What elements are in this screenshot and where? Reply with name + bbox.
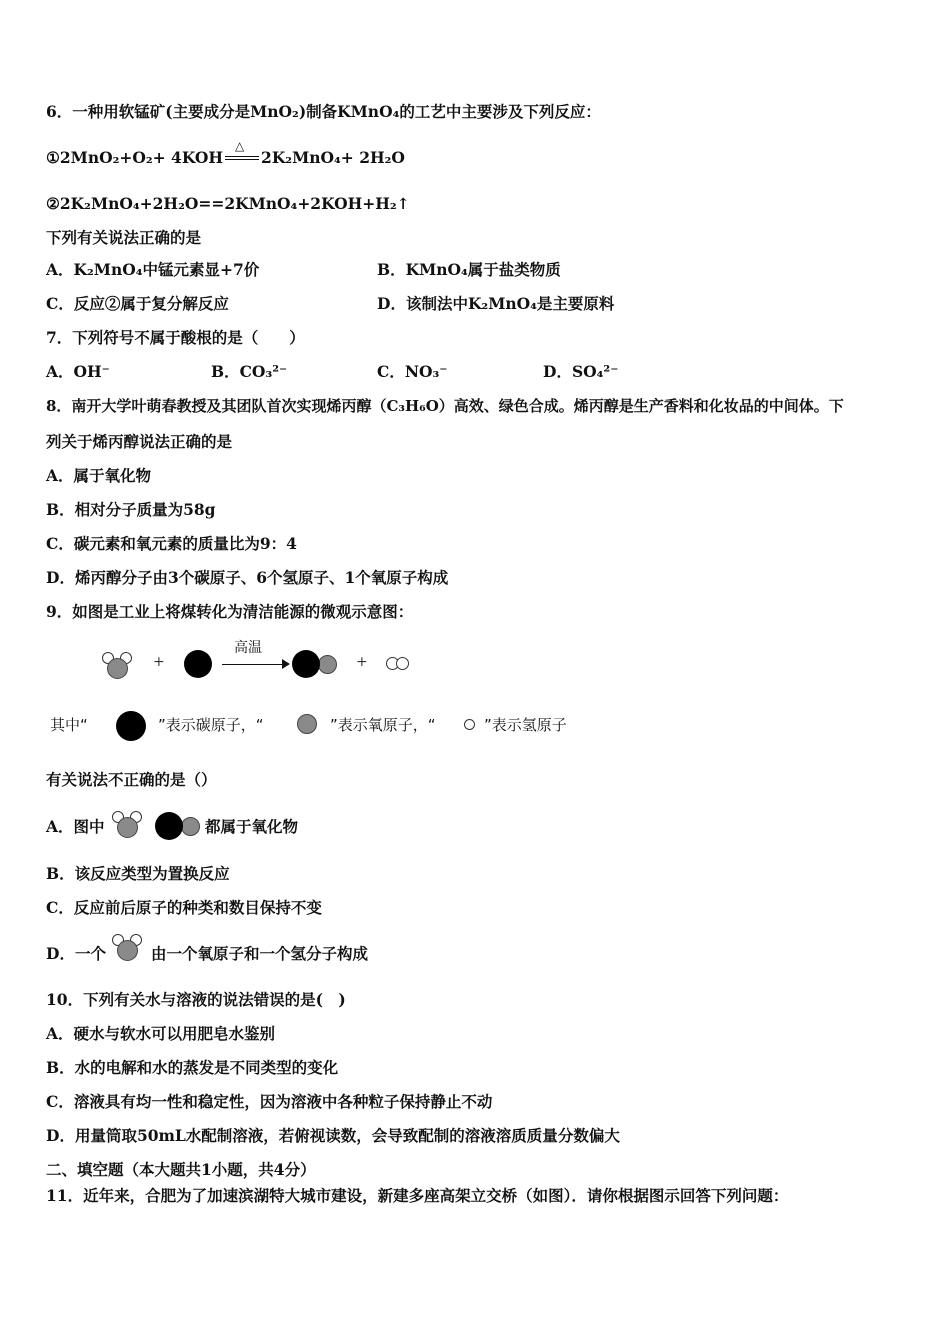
carbon-atom-icon <box>155 812 183 840</box>
carbon-atom-icon <box>184 650 212 678</box>
water-molecule-icon <box>100 651 134 681</box>
hydrogen-atom-icon <box>396 657 409 670</box>
q11-stem: 11．近年来，合肥为了加速滨湖特大城市建设，新建多座高架立交桥（如图）．请你根据图示回答下列问题： <box>46 1186 789 1205</box>
q8-option-d[interactable]: D．烯丙醇分子由3个碳原子、6个氢原子、1个氧原子构成 <box>46 568 449 587</box>
carbon-atom-icon <box>292 650 320 678</box>
q7-option-c[interactable]: C．NO₃⁻ <box>377 362 448 381</box>
carbon-monoxide-molecule-icon <box>155 812 205 840</box>
reaction-arrow-icon <box>222 664 284 665</box>
q6-prompt: 下列有关说法正确的是 <box>46 228 202 247</box>
q9-prompt: 有关说法不正确的是（） <box>46 770 217 789</box>
arrow-head-icon <box>282 659 290 669</box>
q10-stem: 10．下列有关水与溶液的说法错误的是( ) <box>46 990 346 1009</box>
double-line-icon <box>225 156 259 160</box>
q10-option-b[interactable]: B．水的电解和水的蒸发是不同类型的变化 <box>46 1058 339 1077</box>
q7-option-a[interactable]: A．OH⁻ <box>46 362 110 381</box>
q6-option-b[interactable]: B．KMnO₄属于盐类物质 <box>377 260 561 279</box>
water-molecule-icon <box>110 810 144 840</box>
q8-stem-line2: 列关于烯丙醇说法正确的是 <box>46 432 233 451</box>
carbon-monoxide-molecule-icon <box>292 650 342 678</box>
legend-oxygen: ”表示氧原子，“ <box>330 716 436 734</box>
oxygen-atom-icon <box>181 817 200 836</box>
q6-option-a[interactable]: A．K₂MnO₄中锰元素显+7价 <box>46 260 260 279</box>
q9-option-b[interactable]: B．该反应类型为置换反应 <box>46 864 230 883</box>
q9-stem: 9．如图是工业上将煤转化为清洁能源的微观示意图： <box>46 602 414 621</box>
q8-option-a[interactable]: A．属于氧化物 <box>46 466 152 485</box>
q6-eq1-right: 2K₂MnO₄+ 2H₂O <box>261 148 405 167</box>
q6-eq1-left: ①2MnO₂+O₂+ 4KOH <box>46 148 224 167</box>
oxygen-atom-icon <box>107 658 128 679</box>
oxygen-atom-icon <box>297 714 317 734</box>
q6-equation-1 <box>46 139 405 168</box>
q6-stem: 6．一种用软锰矿(主要成分是MnO₂)制备KMnO₄的工艺中主要涉及下列反应： <box>46 102 601 121</box>
q7-stem: 7．下列符号不属于酸根的是（ ） <box>46 328 305 347</box>
hydrogen-molecule-icon <box>386 657 412 671</box>
q9-option-a-prefix: A．图中 <box>46 817 105 836</box>
q8-option-b[interactable]: B．相对分子质量为58g <box>46 500 216 519</box>
water-molecule-icon <box>110 933 144 963</box>
q10-option-d[interactable]: D．用量筒取50mL水配制溶液，若俯视读数，会导致配制的溶液溶质质量分数偏大 <box>46 1126 620 1145</box>
q9-option-c[interactable]: C．反应前后原子的种类和数目保持不变 <box>46 898 322 917</box>
q6-option-d[interactable]: D．该制法中K₂MnO₄是主要原料 <box>377 294 615 313</box>
q10-option-a[interactable]: A．硬水与软水可以用肥皂水鉴别 <box>46 1024 276 1043</box>
q8-stem-line1: 8．南开大学叶萌春教授及其团队首次实现烯丙醇（C₃H₆O）高效、绿色合成。烯丙醇是生产香料和化妆品的中间体。下 <box>46 397 844 415</box>
q6-option-c[interactable]: C．反应②属于复分解反应 <box>46 294 229 313</box>
section2-title: 二、填空题（本大题共1小题，共4分） <box>46 1160 316 1179</box>
carbon-atom-icon <box>116 711 146 741</box>
q6-eq1-condition-arrow <box>223 139 261 168</box>
oxygen-atom-icon <box>117 940 138 961</box>
plus-sign: + <box>356 654 368 670</box>
q7-option-d[interactable]: D．SO₄²⁻ <box>543 362 619 381</box>
legend-hydrogen: ”表示氢原子 <box>484 716 567 734</box>
q9-option-d-suffix: 由一个氧原子和一个氢分子构成 <box>151 944 369 963</box>
plus-sign: + <box>153 654 165 670</box>
oxygen-atom-icon <box>117 817 138 838</box>
legend-carbon: ”表示碳原子，“ <box>158 716 264 734</box>
q9-option-d-prefix: D．一个 <box>46 944 106 963</box>
reaction-condition: 高温 <box>234 640 262 656</box>
legend-prefix: 其中“ <box>50 716 88 734</box>
oxygen-atom-icon <box>318 655 337 674</box>
q6-equation-2: ②2K₂MnO₄+2H₂O==2KMnO₄+2KOH+H₂↑ <box>46 194 410 213</box>
q7-option-b[interactable]: B．CO₃²⁻ <box>211 362 288 381</box>
q8-option-c[interactable]: C．碳元素和氧元素的质量比为9：4 <box>46 534 297 553</box>
hydrogen-atom-icon <box>464 719 475 730</box>
q6-eq1-condition: △ <box>235 139 245 153</box>
q10-option-c[interactable]: C．溶液具有均一性和稳定性，因为溶液中各种粒子保持静止不动 <box>46 1092 493 1111</box>
q9-option-a-suffix: 都属于氧化物 <box>205 817 299 836</box>
